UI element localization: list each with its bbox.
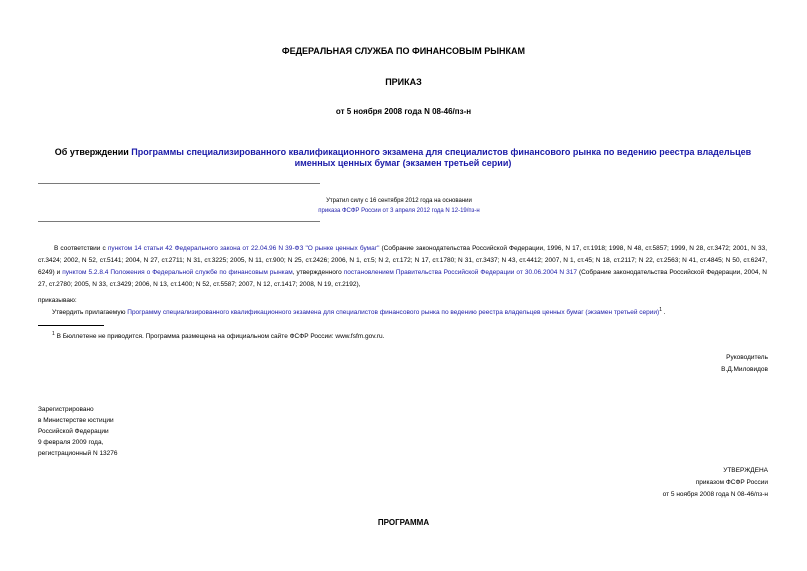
title-program-link[interactable]: Программы специализированного квалификационного экзамена для специалистов финансового рынка по ведению реестра владельцев именных ценных бумаг (экзамен третьей серии) xyxy=(131,147,752,168)
approval-line: приказом ФСФР России xyxy=(695,479,768,486)
divider-bottom xyxy=(38,221,320,222)
registration-block xyxy=(38,404,118,459)
preamble-text-4: (Собрание законодательства Российской Федерации, 2004, N 27, ст.2780; 2005, N 33, ст.3429; 2006, N 13, ст.1400; N 52, ст.5587; 2007, N 12, ст.1417; 2008, N 19, ст.2192), xyxy=(38,269,767,288)
registration-line: регистрационный N 13276 xyxy=(38,450,118,457)
document-date-number: от 5 ноября 2008 года N 08-46/пз-н xyxy=(335,107,472,116)
footnote xyxy=(52,331,384,340)
approval-block xyxy=(663,465,768,501)
program-heading: ПРОГРАММА xyxy=(377,518,430,527)
order-end: . xyxy=(662,309,666,317)
preamble-text-3: , утвержденного xyxy=(292,269,344,276)
footnote-text: В Бюллетене не приводится. Программа размещена на официальном сайте ФСФР России: www.fsfm.gov.ru. xyxy=(54,333,385,341)
signature-position: Руководитель xyxy=(726,354,768,361)
government-decree-link[interactable]: постановлением Правительства Российской Федерации от 30.06.2004 N 317 xyxy=(343,269,577,276)
order-word: приказываю: xyxy=(38,297,77,304)
divider-top xyxy=(38,183,320,184)
registration-line: Зарегистрировано xyxy=(38,406,94,413)
agency-name: ФЕДЕРАЛЬНАЯ СЛУЖБА ПО ФИНАНСОВЫМ РЫНКАМ xyxy=(281,46,526,56)
footnote-mark: 1 xyxy=(52,331,55,337)
document-type: ПРИКАЗ xyxy=(385,77,422,87)
document-title xyxy=(36,147,770,169)
law-link[interactable]: пунктом 14 статьи 42 Федерального закона от 22.04.96 N 39-ФЗ "О рынке ценных бумаг" xyxy=(107,245,380,252)
order-clause xyxy=(52,307,666,316)
footnote-divider xyxy=(38,325,104,326)
regulation-link[interactable]: пунктом 5.2.8.4 Положения о Федеральной службе по финансовым рынкам xyxy=(62,269,293,276)
status-line xyxy=(38,208,760,214)
registration-line: 9 февраля 2009 года, xyxy=(38,439,104,446)
registration-line: в Министерстве юстиции xyxy=(38,417,114,424)
approval-line: от 5 ноября 2008 года N 08-46/пз-н xyxy=(662,491,768,498)
approval-line: УТВЕРЖДЕНА xyxy=(723,467,768,474)
preamble-text-2: (Собрание законодательства Российской Федерации, 1996, N 17, ст.1918; 1998, N 48, ст.5857; 1999, N 28, ст.3472; 2001, N 33, ст.3424; 2002, N 52, ст.5141; 2004, N 27, ст.2711; N 31, ст.3225; 2005, N 11, ст.900; N 25, ст.2426; 2006, N 1, ст.5; N 2, ст.172; N 17, ст.1780; N 31, ст.3437; N 43, ст.4412; 2007, N 1, ст.45; N 18, ст.2117; N 22, ст.2563; N 41, ст.4845; N 50, ст.6247, 6249) и xyxy=(38,245,768,276)
preamble-paragraph xyxy=(38,243,767,291)
title-prefix: Об утверждении xyxy=(54,147,132,157)
repeal-order-link[interactable]: приказа ФСФР России от 3 апреля 2012 года N 12-19/пз-н xyxy=(318,208,480,214)
signature-block xyxy=(721,352,768,376)
registration-line: Российской Федерации xyxy=(38,428,109,435)
status-text: Утратил силу с 16 сентября 2012 года на основании xyxy=(326,198,472,204)
preamble-text-1: В соответствии с xyxy=(54,245,108,252)
footnote-ref[interactable]: 1 xyxy=(659,307,662,313)
order-text: Утвердить прилагаемую xyxy=(52,309,128,317)
program-link[interactable]: Программу специализированного квалификационного экзамена для специалистов финансового рынка по ведению реестра владельцев ценных бумаг (экзамен третьей серии) xyxy=(127,309,660,317)
signature-name: В.Д.Миловидов xyxy=(721,366,768,373)
